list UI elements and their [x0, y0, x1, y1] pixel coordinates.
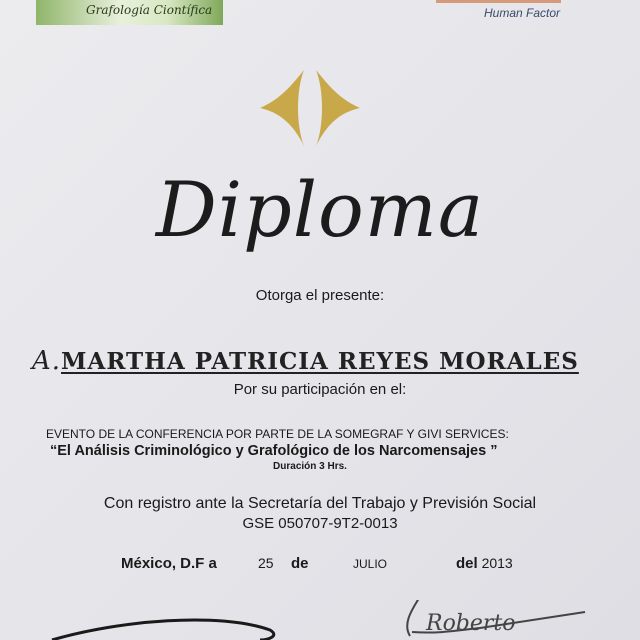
date-de: de	[291, 555, 309, 572]
grafologia-logo	[36, 0, 223, 25]
date-day: 25	[258, 555, 274, 571]
grant-text: Otorga el presente:	[255, 287, 385, 304]
human-factor-text: Human Factor	[484, 6, 561, 20]
event-title: “El Análisis Criminológico y Grafológico de los Narcomensajes ”	[50, 443, 498, 459]
participation-text: Por su participación en el:	[233, 381, 407, 398]
name-prefix: A.	[32, 346, 62, 376]
registration-code: GSE 050707-9T2-0013	[242, 515, 398, 532]
event-line: EVENTO DE LA CONFERENCIA POR PARTE DE LA SOMEGRAF Y GIVI SERVICES:	[46, 427, 509, 441]
signatures	[40, 600, 600, 640]
logo-text: Grafología Ciontífica	[86, 3, 213, 17]
recipient-name	[32, 346, 579, 376]
diploma-title: Diploma	[155, 165, 485, 254]
signature-right-text: Roberto	[426, 611, 516, 636]
date-del: del 2013	[456, 555, 513, 572]
event-duration: Duración 3 Hrs.	[273, 461, 347, 472]
star-ornament-icon	[258, 70, 362, 146]
name-text: MARTHA PATRICIA REYES MORALES	[61, 348, 579, 375]
signature-left	[52, 620, 274, 640]
date-month: JULIO	[353, 557, 388, 571]
date-place: México, D.F a	[121, 555, 217, 572]
registration-line: Con registro ante la Secretaría del Trabajo y Previsión Social	[103, 495, 537, 512]
human-factor-logo	[436, 0, 561, 3]
